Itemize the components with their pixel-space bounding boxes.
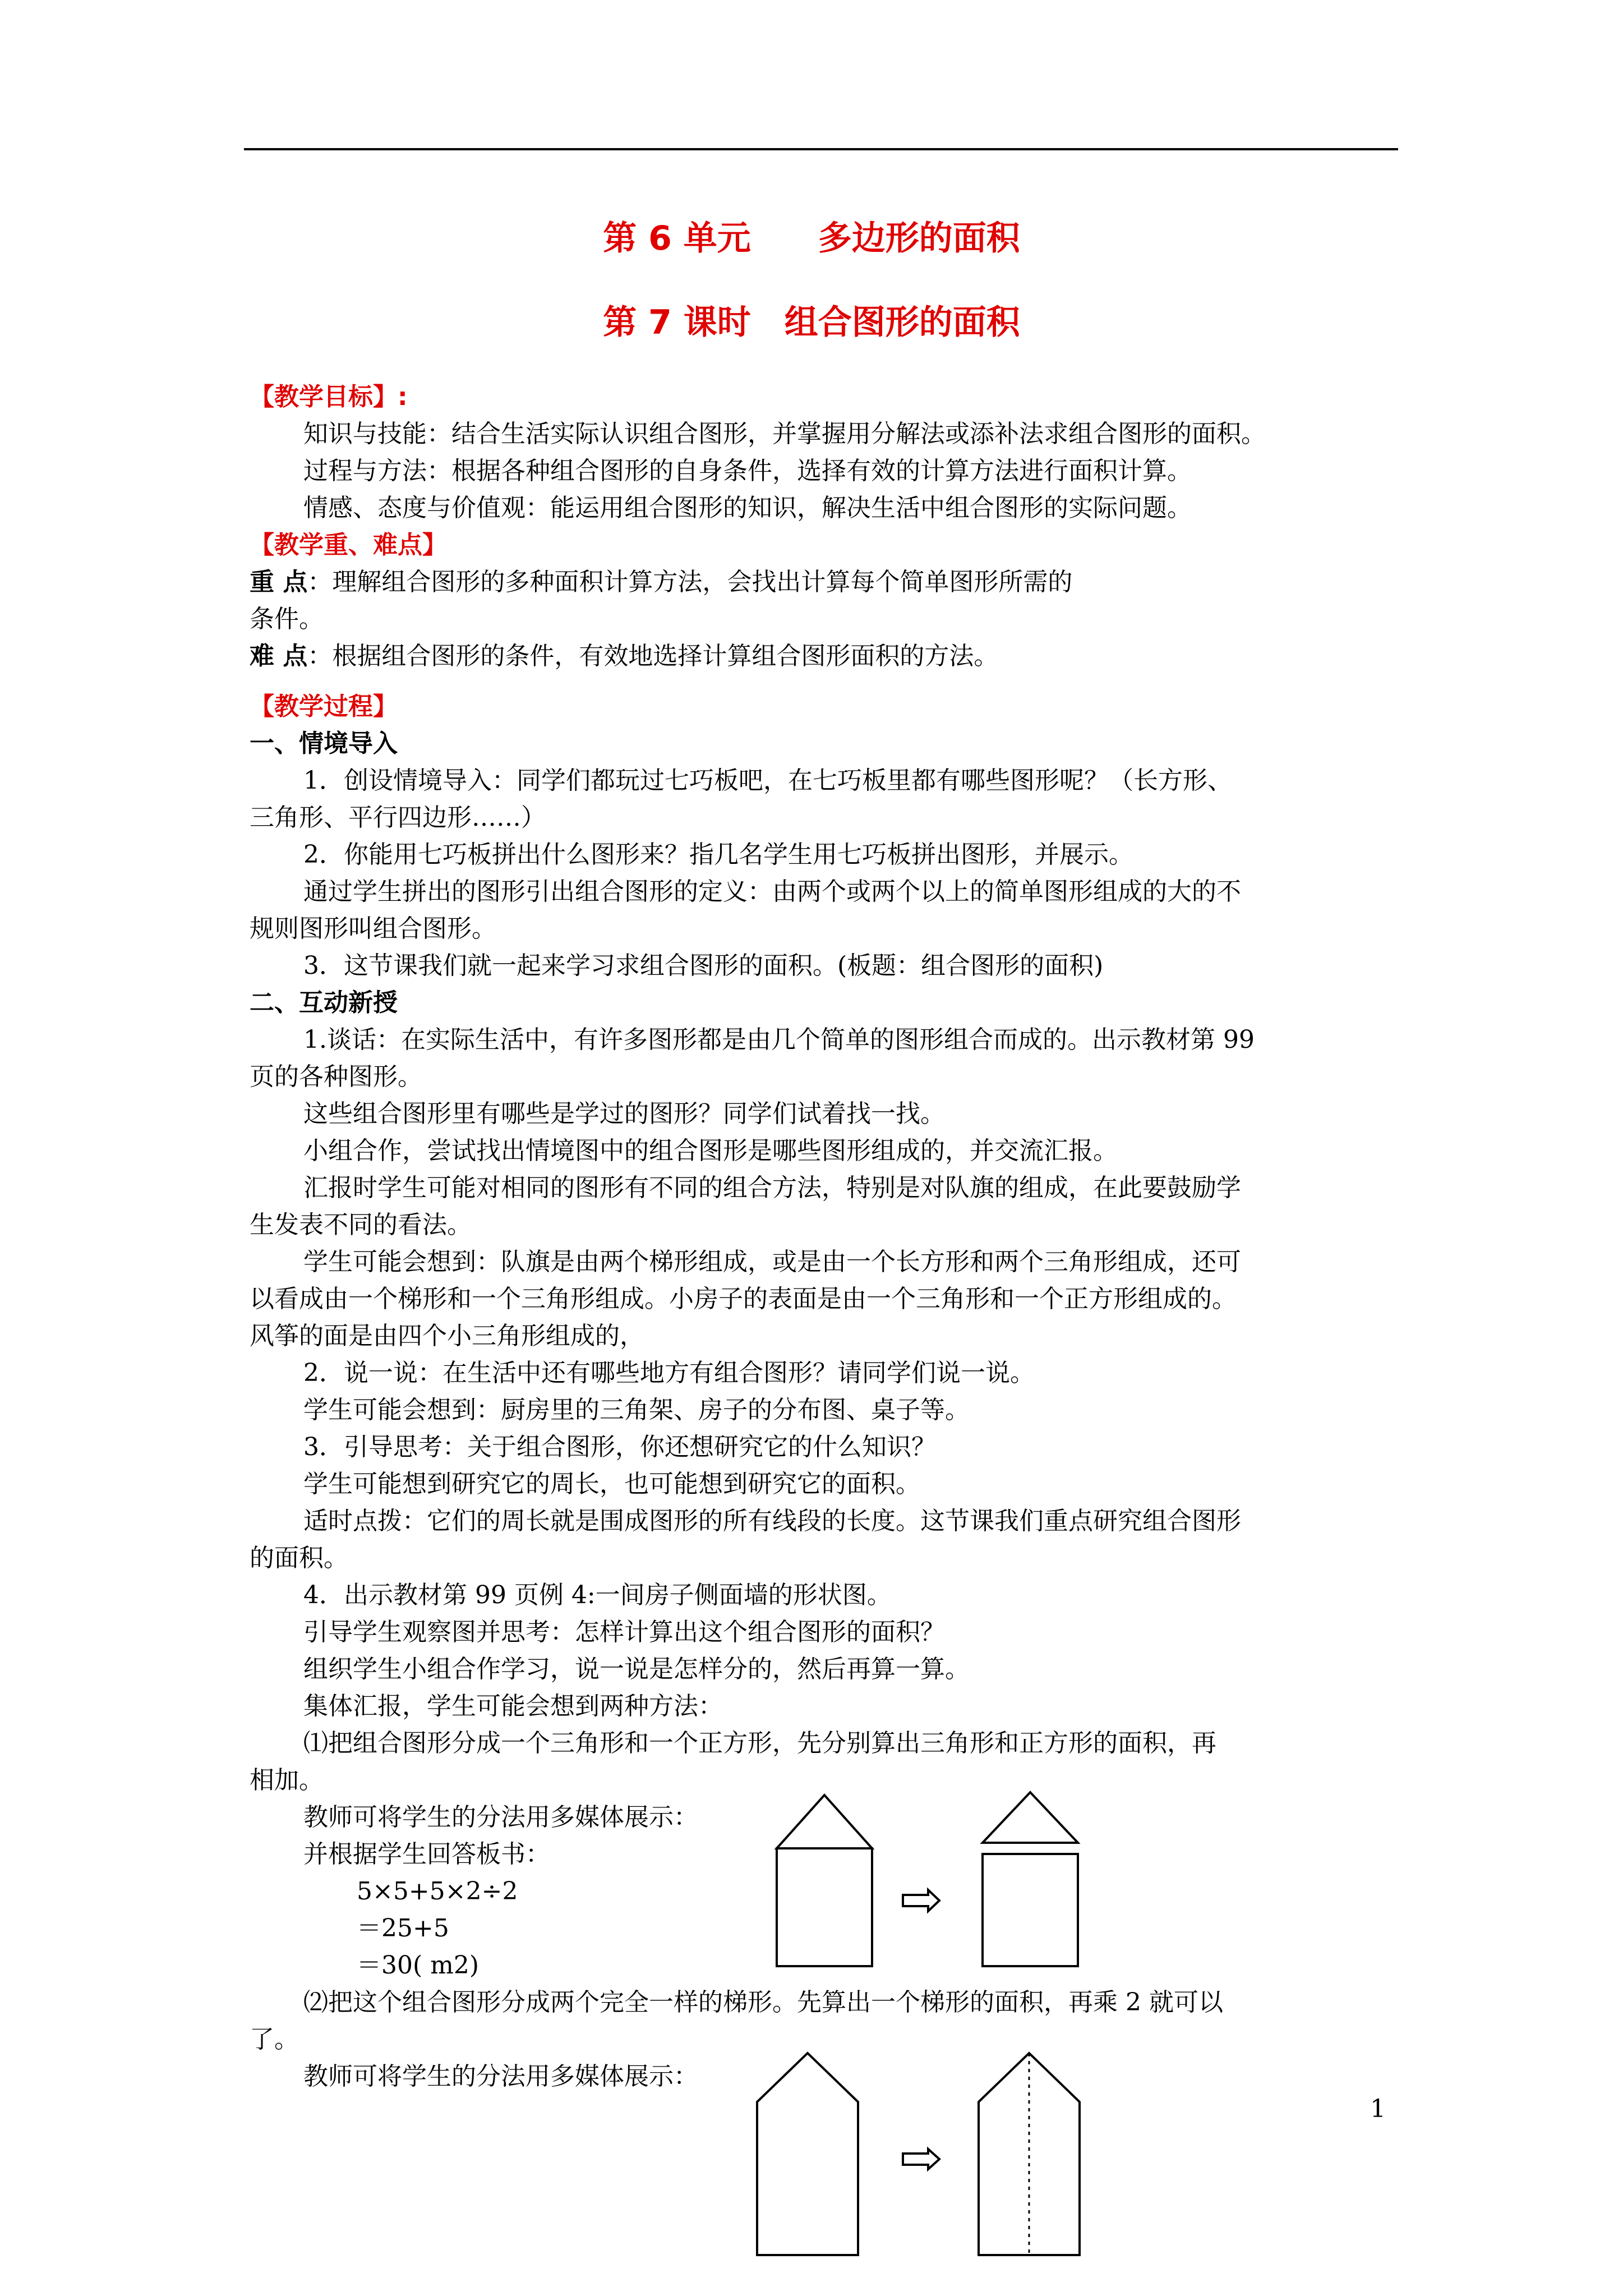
paragraph: 1．创设情境导入：同学们都玩过七巧板吧，在七巧板里都有哪些图形呢？（长方形、 (303, 766, 1232, 795)
paragraph: ⑵把这个组合图形分成两个完全一样的梯形。先算出一个梯形的面积，再乘 2 就可以 (303, 1988, 1223, 2017)
paragraph: 2．说一说：在生活中还有哪些地方有组合图形？请同学们说一说。 (303, 1359, 1035, 1387)
key-text-cont: 条件。 (250, 605, 324, 633)
lesson-title: 第 7 课时 组合图形的面积 (603, 303, 1020, 342)
section2-title: 二、互动新授 (250, 988, 398, 1017)
paragraph: 教师可将学生的分法用多媒体展示： (303, 1803, 698, 1832)
paragraph: 学生可能想到研究它的周长，也可能想到研究它的面积。 (303, 1470, 920, 1498)
goal-knowledge: 知识与技能：结合生活实际认识组合图形，并掌握用分解法或添补法求组合图形的面积。 (303, 420, 1266, 448)
paragraph: 组织学生小组合作学习，说一说是怎样分的，然后再算一算。 (303, 1655, 970, 1683)
paragraph: 2．你能用七巧板拼出什么图形来？指几名学生用七巧板拼出图形，并展示。 (303, 840, 1133, 869)
house-right (979, 2053, 1080, 2255)
paragraph: 4．出示教材第 99 页例 4:一间房子侧面墙的形状图。 (303, 1581, 892, 1609)
paragraph: 引导学生观察图并思考：怎样计算出这个组合图形的面积？ (303, 1618, 945, 1646)
paragraph: 页的各种图形。 (250, 1062, 422, 1091)
paragraph: 小组合作，尝试找出情境图中的组合图形是哪些图形组成的，并交流汇报。 (303, 1137, 1118, 1165)
unit-title: 第 6 单元 多边形的面积 (603, 219, 1020, 258)
goals-heading: 【教学目标】: (250, 383, 408, 411)
section1-title: 一、情境导入 (250, 729, 398, 758)
paragraph: 3．这节课我们就一起来学习求组合图形的面积。(板题：组合图形的面积) (303, 951, 1104, 980)
paragraph: 1.谈话：在实际生活中，有许多图形都是由几个简单的图形组合而成的。出示教材第 99 (303, 1025, 1255, 1054)
wall-square-left (777, 1848, 872, 1966)
difficult-point (250, 638, 1405, 674)
paragraph: 风筝的面是由四个小三角形组成的， (250, 1322, 644, 1350)
paragraph: 以看成由一个梯形和一个三角形组成。小房子的表面是由一个三角形和一个正方形组成的。 (250, 1285, 1237, 1313)
key-text: ：理解组合图形的多种面积计算方法，会找出计算每个简单图形所需的 (307, 568, 1073, 596)
house-left (757, 2053, 858, 2255)
paragraph: ⑴把组合图形分成一个三角形和一个正方形，先分别算出三角形和正方形的面积，再 (303, 1729, 1216, 1757)
paragraph: 集体汇报，学生可能会想到两种方法： (303, 1692, 723, 1720)
paragraph: 学生可能会想到：厨房里的三角架、房子的分布图、桌子等。 (303, 1396, 970, 1424)
goal-process: 过程与方法：根据各种组合图形的自身条件，选择有效的计算方法进行面积计算。 (303, 457, 1192, 485)
paragraph: 了。 (250, 2025, 299, 2054)
difficult-label: 难 点 (250, 642, 308, 670)
goal-attitude: 情感、态度与价值观：能运用组合图形的知识，解决生活中组合图形的实际问题。 (303, 494, 1192, 522)
paragraph: 学生可能会想到：队旗是由两个梯形组成，或是由一个长方形和两个三角形组成，还可 (303, 1248, 1241, 1276)
calc-line: ＝30( m2) (357, 1951, 479, 1980)
page-number: 1 (1370, 2095, 1386, 2123)
paragraph: 3．引导思考：关于组合图形，你还想研究它的什么知识？ (303, 1433, 936, 1461)
calc-line: 5×5+5×2÷2 (357, 1877, 518, 1906)
paragraph: 三角形、平行四边形……） (250, 803, 546, 832)
house-split-triangle-square-figure (768, 1787, 1105, 1977)
arrow-right-icon (903, 2149, 939, 2169)
roof-triangle-left (777, 1795, 872, 1848)
paragraph: 教师可将学生的分法用多媒体展示： (303, 2062, 698, 2091)
key-point (250, 564, 1405, 600)
paragraph: 规则图形叫组合图形。 (250, 914, 496, 943)
difficult-text: ：根据组合图形的条件，有效地选择计算组合图形面积的方法。 (307, 642, 999, 670)
wall-square-right (983, 1854, 1078, 1966)
roof-triangle-right (983, 1792, 1078, 1843)
paragraph: 生发表不同的看法。 (250, 1211, 472, 1239)
paragraph: 汇报时学生可能对相同的图形有不同的组合方法，特别是对队旗的组成，在此要鼓励学 (303, 1174, 1241, 1202)
house-split-two-trapezoids-figure (754, 2050, 1113, 2263)
process-heading: 【教学过程】 (250, 692, 398, 721)
arrow-right-icon (903, 1890, 939, 1911)
calc-line: ＝25+5 (357, 1914, 449, 1943)
paragraph: 通过学生拼出的图形引出组合图形的定义：由两个或两个以上的简单图形组成的大的不 (303, 877, 1241, 906)
paragraph: 这些组合图形里有哪些是学过的图形？同学们试着找一找。 (303, 1099, 945, 1128)
focus-heading: 【教学重、难点】 (250, 531, 447, 559)
paragraph: 相加。 (250, 1766, 324, 1795)
paragraph: 并根据学生回答板书： (303, 1840, 550, 1869)
key-label: 重 点 (250, 568, 308, 596)
header-rule (244, 148, 1398, 150)
paragraph: 适时点拨：它们的周长就是围成图形的所有线段的长度。这节课我们重点研究组合图形 (303, 1507, 1241, 1535)
paragraph: 的面积。 (250, 1544, 348, 1572)
